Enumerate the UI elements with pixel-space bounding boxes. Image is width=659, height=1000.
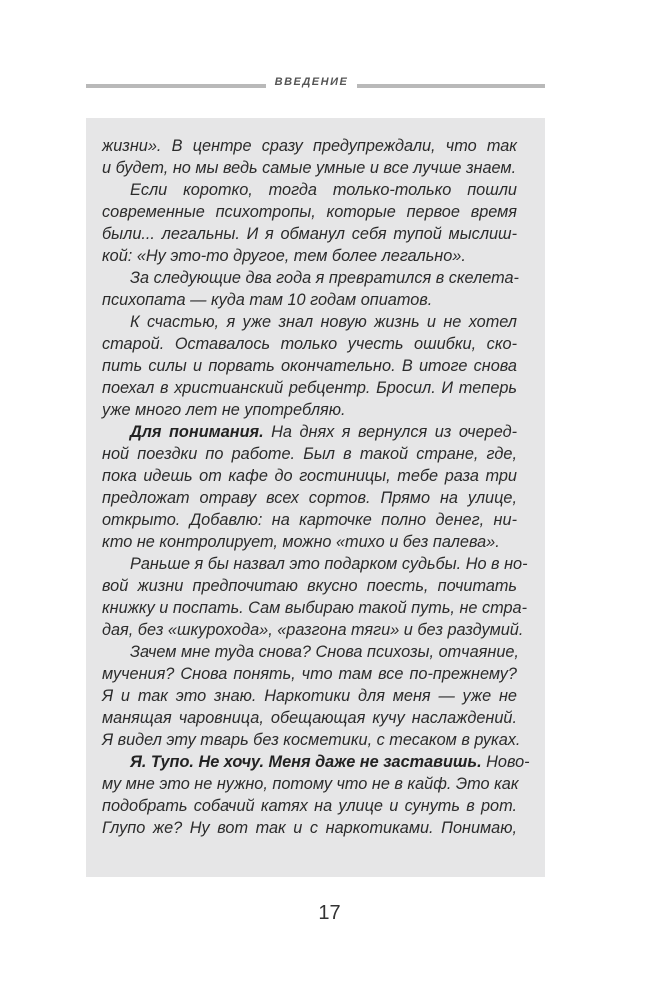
- text-line: [102, 553, 528, 575]
- line-text: манящая чаровница, обещающая кучу наслаждений.: [102, 709, 517, 727]
- line-text: Я и так это знаю. Наркотики для меня — уже не: [102, 687, 517, 705]
- line-text: поехал в христианский ребцентр. Бросил. И теперь: [102, 379, 517, 397]
- text-line: [102, 223, 517, 245]
- text-line: [102, 509, 517, 531]
- text-line: [102, 817, 517, 839]
- line-text: Зачем мне туда снова? Снова психозы, отчаяние,: [130, 643, 519, 661]
- line-text: пока идешь от кафе до гостиницы, тебе раза три: [102, 467, 517, 485]
- text-line: [102, 245, 517, 267]
- line-text: Глупо же? Ну вот так и с наркотиками. Понимаю,: [102, 819, 517, 837]
- line-text: пить силы и порвать окончательно. В итоге снова: [102, 357, 517, 375]
- line-text: му мне это не нужно, потому что не в кайф. Это как: [102, 775, 519, 793]
- text-line: [102, 487, 517, 509]
- line-text: За следующие два года я превратился в скелета-: [130, 269, 519, 287]
- bold-lead: Я. Тупо. Не хочу. Меня даже не заставишь.: [130, 753, 482, 771]
- line-text: книжку и поспать. Сам выбираю такой путь, не стра-: [102, 599, 528, 617]
- text-line: [102, 157, 517, 179]
- line-text: мучения? Снова понять, что там все по-прежнему?: [102, 665, 517, 683]
- line-text: предложат отраву всех сортов. Прямо на улице,: [102, 489, 517, 507]
- line-text: На днях я вернулся из очеред-: [263, 423, 517, 441]
- running-header: ВВЕДЕНИЕ: [274, 76, 349, 88]
- text-line: [102, 773, 517, 795]
- body-text: [102, 135, 530, 839]
- text-line: [102, 685, 517, 707]
- text-line: [102, 179, 517, 201]
- text-line: [102, 135, 517, 157]
- text-line: [102, 289, 517, 311]
- text-line: [102, 597, 528, 619]
- text-line: [102, 795, 517, 817]
- line-text: жизни». В центре сразу предупреждали, что так: [102, 137, 517, 155]
- text-line: [102, 377, 517, 399]
- line-text: Если коротко, тогда только-только пошли: [130, 181, 517, 199]
- text-line: [102, 443, 517, 465]
- line-text: ной поездки по работе. Был в такой стране, где,: [102, 445, 517, 463]
- line-text: Я видел эту тварь без косметики, с тесаком в руках.: [102, 731, 521, 749]
- line-text: кто не контролирует, можно «тихо и без палева».: [102, 533, 500, 551]
- page-number: 17: [318, 902, 341, 924]
- header-rule-right: [357, 84, 545, 88]
- text-line: [102, 619, 524, 641]
- text-line: [102, 311, 517, 333]
- bold-lead: Для понимания.: [130, 423, 264, 441]
- line-text: К счастью, я уже знал новую жизнь и не хотел: [130, 313, 517, 331]
- line-text: подобрать собачий катях на улице и сунуть в рот.: [102, 797, 517, 815]
- text-line: [102, 421, 517, 443]
- text-line: [102, 663, 517, 685]
- text-line: [102, 333, 517, 355]
- text-line: [102, 355, 517, 377]
- text-line: [102, 575, 517, 597]
- text-line: [102, 707, 517, 729]
- text-line: [102, 641, 517, 663]
- line-text: старой. Оставалось только учесть ошибки, ско-: [102, 335, 517, 353]
- text-line: [102, 531, 517, 553]
- line-text: дая, без «шкурохода», «разгона тяги» и без раздумий.: [102, 621, 524, 639]
- line-text: открыто. Добавлю: на карточке полно денег, ни-: [102, 511, 517, 529]
- text-line: [102, 201, 517, 223]
- text-line: [102, 465, 517, 487]
- line-text: современные психотропы, которые первое время: [102, 203, 517, 221]
- line-text: и будет, но мы ведь самые умные и все лучше знаем.: [102, 159, 517, 177]
- line-text: были... легальны. И я обманул себя тупой мыслиш-: [102, 225, 517, 243]
- line-text: вой жизни предпочитаю вкусно поесть, почитать: [102, 577, 517, 595]
- line-text: кой: «Ну это-то другое, тем более легально».: [102, 247, 466, 265]
- text-line: [102, 267, 517, 289]
- line-text: Раньше я бы назвал это подарком судьбы. Но в но-: [130, 555, 528, 573]
- line-text: психопата — куда там 10 годам опиатов.: [102, 291, 433, 309]
- header-rule-left: [86, 84, 266, 88]
- text-line: [102, 399, 517, 421]
- text-line: [102, 751, 530, 773]
- line-text: уже много лет не употребляю.: [102, 401, 346, 419]
- line-text: Ново-: [481, 753, 530, 771]
- text-line: [102, 729, 521, 751]
